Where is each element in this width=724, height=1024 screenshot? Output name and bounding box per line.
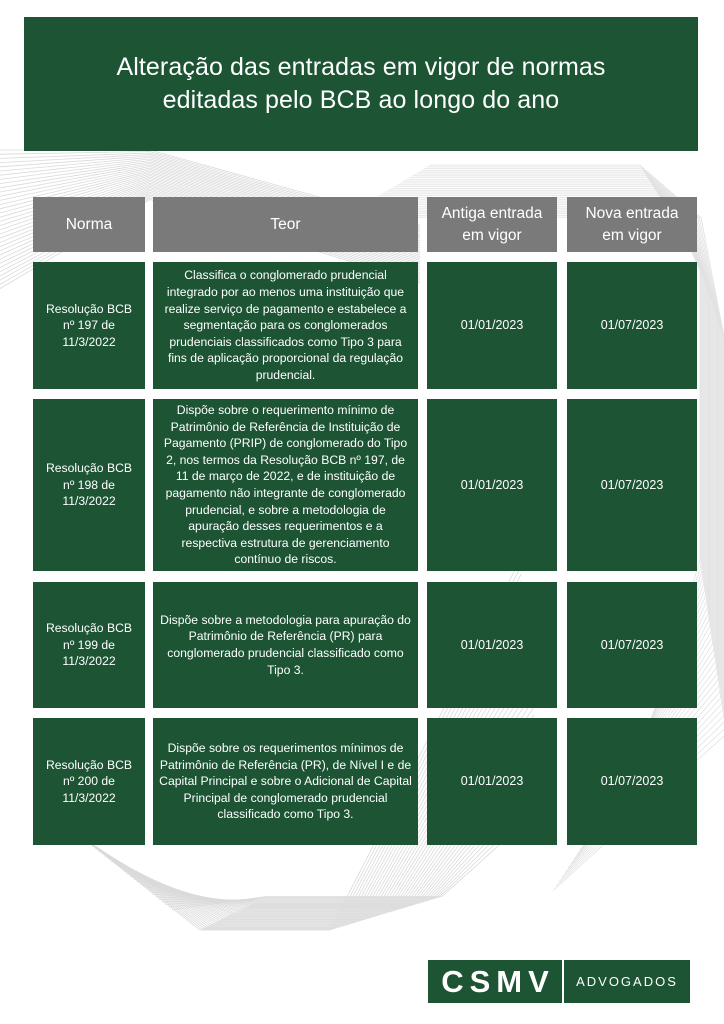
title-line-1: Alteração das entradas em vigor de normas (116, 53, 606, 81)
row-1-antiga: 01/01/2023 (427, 262, 557, 389)
row-4-nova: 01/07/2023 (567, 718, 697, 845)
header-nova-entrada (567, 197, 697, 252)
row-3-nova: 01/07/2023 (567, 582, 697, 708)
logo-brand: CSMV (441, 963, 555, 999)
row-2-teor: Dispõe sobre o requerimento mínimo de Patrimônio de Referência de Instituição de Pagamento (PRIP) de conglomerado do Tipo 2, nos termos da Resolução BCB nº 197, de 11 de março de 2022, e de instituição de pagamento não integrante de conglomerado prudencial, e sobre a metodologia de apuração desses requerimentos e a respectiva estrutura de gerenciamento contínuo de riscos. (153, 399, 418, 571)
header-teor (153, 197, 418, 252)
row-4-teor: Dispõe sobre os requerimentos mínimos de Patrimônio de Referência (PR), de Nível I e de Capital Principal e sobre o Adicional de Capital Principal de conglomerado prudencial classificado como Tipo 3. (153, 718, 418, 845)
title-line-2: editadas pelo BCB ao longo do ano (162, 86, 560, 114)
row-1-norma: Resolução BCB nº 197 de 11/3/2022 (33, 262, 145, 389)
header-norma-label: Norma (65, 215, 113, 233)
row-1-teor: Classifica o conglomerado prudencial integrado por ao menos uma instituição que realize serviço de pagamento e estabelece a segmentação para os conglomerados prudenciais classificados como Tipo 3 para fins de aplicação proporcional da regulação prudencial. (153, 262, 418, 389)
row-3-norma: Resolução BCB nº 199 de 11/3/2022 (33, 582, 145, 708)
header-antiga-entrada (427, 197, 557, 252)
header-teor-label: Teor (270, 215, 301, 233)
header-norma (33, 197, 145, 252)
header-antiga-line-1: Antiga entrada (441, 204, 543, 222)
row-2-norma: Resolução BCB nº 198 de 11/3/2022 (33, 399, 145, 571)
row-4-antiga: 01/01/2023 (427, 718, 557, 845)
title-banner (24, 17, 698, 151)
header-nova-line-2: em vigor (602, 226, 662, 244)
row-2-nova: 01/07/2023 (567, 399, 697, 571)
row-1-nova: 01/07/2023 (567, 262, 697, 389)
row-2-antiga: 01/01/2023 (427, 399, 557, 571)
csmv-logo (428, 960, 690, 1003)
header-nova-line-1: Nova entrada (585, 204, 679, 222)
logo-tagline: ADVOGADOS (576, 974, 678, 989)
header-antiga-line-2: em vigor (462, 226, 522, 244)
row-4-norma: Resolução BCB nº 200 de 11/3/2022 (33, 718, 145, 845)
row-3-antiga: 01/01/2023 (427, 582, 557, 708)
row-3-teor: Dispõe sobre a metodologia para apuração do Patrimônio de Referência (PR) para conglomerado prudencial classificado como Tipo 3. (153, 582, 418, 708)
